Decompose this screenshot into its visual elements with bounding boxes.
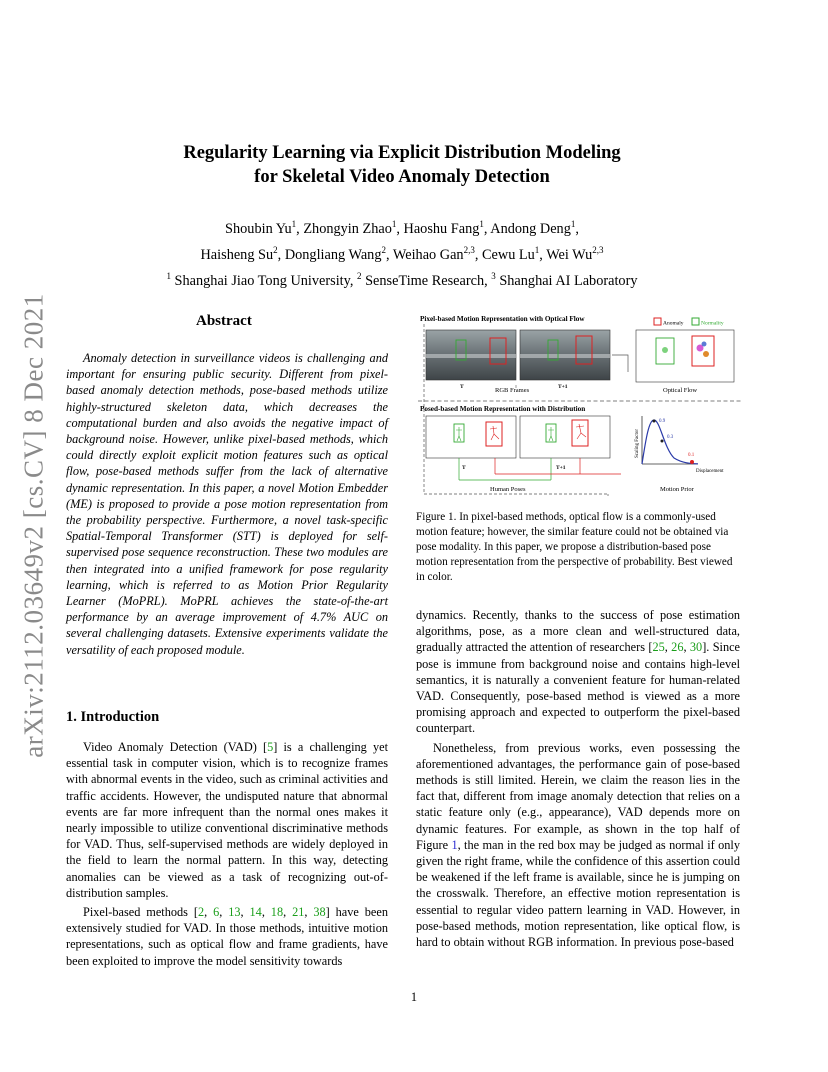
citation-link[interactable]: 14 bbox=[249, 905, 262, 920]
right-p1-text: , bbox=[664, 640, 672, 655]
figure-top-title: Pixel-based Motion Representation with Optical Flow bbox=[420, 315, 585, 323]
pose-frame-t bbox=[426, 416, 516, 458]
scaling-factor-label: Scaling Factor bbox=[635, 428, 640, 458]
author-affiliation-mark: 2,3 bbox=[592, 244, 604, 255]
citation-link[interactable]: 25 bbox=[652, 640, 665, 655]
section-heading-introduction: 1. Introduction bbox=[66, 709, 160, 725]
author-affiliation-mark: 1 bbox=[291, 219, 297, 229]
figure-1 bbox=[416, 308, 742, 502]
introduction-body bbox=[66, 739, 388, 972]
paper-title bbox=[110, 141, 694, 189]
affiliation-name: Shanghai AI Laboratory bbox=[495, 272, 638, 289]
displacement-label: Displacement bbox=[696, 469, 724, 474]
right-p1-text: ]. Since pose is immune from background noise and contains high-level semantics, it is naturally a convenient feature for human-related VAD. Consequently, pose-based method is viewed as a more promising approach and expected to outperform the pixel-based counterpart. bbox=[416, 640, 741, 736]
author-separator: , bbox=[474, 246, 482, 263]
label-t-bottom: T bbox=[462, 465, 466, 471]
intro-paragraph-2 bbox=[66, 904, 388, 969]
intro-p1-text: Video Anomaly Detection (VAD) [ bbox=[83, 740, 268, 754]
author-line-2 bbox=[110, 240, 694, 266]
title-line-2: for Skeletal Video Anomaly Detection bbox=[254, 167, 550, 187]
author-name: Haisheng Su bbox=[200, 246, 274, 263]
intro-p2-text: ] have been extensively studied for VAD. In those methods, intuitive motion representations, such as optical flow and frame gradients, have been exploited to improve the model sensitivity towards bbox=[66, 905, 388, 968]
pose-frame-t1 bbox=[520, 416, 610, 458]
legend-normality-swatch bbox=[692, 318, 699, 325]
author-name: Wei Wu bbox=[546, 246, 593, 263]
affiliation-name: SenseTime Research, bbox=[361, 272, 492, 289]
citation-link[interactable]: 2 bbox=[197, 905, 205, 920]
author-separator: , bbox=[385, 246, 393, 263]
affiliations bbox=[110, 266, 694, 292]
intro-p2-text: , bbox=[261, 905, 271, 920]
author-separator: , bbox=[296, 220, 304, 237]
intro-p1-text: ] is a challenging yet essential task in computer vision, which is to recognize frames with abnormal events in the video, such as criminal activities and traffic accidents. However, the undisputed nature that abnormal events are far more infrequent than the normal ones makes it nearly impossible to utilize conventional discriminative methods for VAD. Thus, self-supervised methods are widely deployed in the field to learn the normal pattern. In this way, detecting anomalies can be viewed as a task of recognizing out-of-distribution samples. bbox=[66, 740, 388, 900]
author-affiliation-mark: 2,3 bbox=[463, 244, 475, 255]
optical-flow-panel bbox=[636, 330, 734, 382]
author-name: Weihao Gan bbox=[392, 246, 464, 263]
intro-paragraph-1 bbox=[66, 739, 388, 901]
rgb-frame-t bbox=[426, 330, 516, 380]
author-affiliation-mark: 1 bbox=[570, 219, 576, 229]
rgb-frame-t1 bbox=[520, 330, 610, 380]
citation-link[interactable]: 13 bbox=[228, 905, 241, 920]
legend-anomaly-label: Anomaly bbox=[663, 320, 684, 327]
citation-link[interactable]: 5 bbox=[267, 740, 274, 754]
citation-link[interactable]: 21 bbox=[292, 905, 305, 920]
human-poses-label: Human Poses bbox=[490, 486, 526, 493]
author-name: Dongliang Wang bbox=[284, 246, 382, 263]
optical-flow-label: Optical Flow bbox=[663, 387, 698, 394]
intro-p2-text: , bbox=[240, 905, 250, 920]
value-0-9: 0.9 bbox=[659, 419, 666, 424]
citation-link[interactable]: 38 bbox=[313, 905, 326, 920]
abstract-text: Anomaly detection in surveillance videos is challenging and important for ensuring public security. Different from pixel-based anomaly detection methods, pose-based methods utilize highly-structured skeleton data, which decreases the computational burden and also avoids the negative impact of background noise. However, unlike pixel-based methods, which could directly exploit explicit motion features such as optical flow, pose-based methods suffer from the lack of alternative dynamic representation. In this paper, a novel Motion Embedder (ME) is proposed to provide a pose motion representation from the probability perspective. Furthermore, a novel task-specific Spatial-Temporal Transformer (STT) is deployed for self-supervised pose sequence reconstruction. These two modules are then integrated into a unified framework for pose regularity learning, which is referred to as Motion Prior Regularity Learner (MoPRL). MoPRL achieves the state-of-the-art performance by an average improvement of 4.7% AUC on several challenging datasets. Extensive experiments validate the versatility of each proposed module. bbox=[66, 351, 388, 657]
author-separator: , bbox=[539, 246, 547, 263]
affiliation-name: Shanghai Jiao Tong University, bbox=[170, 272, 358, 289]
right-p1-text: dynamics. Recently, thanks to the success of pose estimation algorithms, pose, as a more clean and well-structured data, gradually attracted the attention of researchers [ bbox=[416, 608, 740, 655]
arxiv-id-text: arXiv:2112.03649v2 [cs.CV] 8 Dec 2021 bbox=[18, 292, 49, 758]
rgb-frames-label: RGB Frames bbox=[495, 387, 530, 394]
abstract-heading: Abstract bbox=[196, 313, 252, 329]
citation-link[interactable]: 26 bbox=[671, 640, 684, 655]
right-p2-text: , the man in the red box may be judged as normal if only given the right frame, while the confidence of this assertion could be weakened if the left frame is available, since he is jumping on the crosswalk. Therefore, an effective motion representation is essential to regular video pattern learning in VAD. However, in pose-based methods, motion representation, like optical flow, is hard to obtain without RGB information. In previous pose-based bbox=[416, 837, 740, 950]
affiliation-mark: 3 bbox=[491, 270, 496, 281]
value-0-3: 0.3 bbox=[667, 435, 674, 440]
intro-p2-text: Pixel-based methods [ bbox=[83, 905, 198, 920]
citation-link[interactable]: 30 bbox=[689, 640, 703, 655]
citation-link[interactable]: 18 bbox=[270, 905, 284, 920]
intro-p2-text: , bbox=[204, 905, 214, 920]
abstract-body bbox=[66, 350, 388, 658]
title-line-1: Regularity Learning via Explicit Distribution Modeling bbox=[183, 143, 621, 163]
right-p1-text: , bbox=[683, 640, 690, 655]
right-p2-text: Nonetheless, from previous works, even possessing the aforementioned advantages, the performance gain of pose-based methods is still limited. Herein, we claim the reason lies in the fact that, different from image anomaly detection that relies on a static feature only (e.g., appearance), VAD depends more on dynamic features. For example, as shown in the top half of Figure bbox=[416, 740, 740, 852]
legend-normality-label: Normality bbox=[701, 320, 724, 327]
label-t-top: T bbox=[460, 384, 464, 390]
author-separator: , bbox=[483, 220, 491, 237]
label-t1-top: T+1 bbox=[558, 384, 568, 390]
affiliation-mark: 2 bbox=[357, 270, 362, 281]
page-number: 1 bbox=[410, 990, 418, 1004]
author-name: Zhongyin Zhao bbox=[303, 220, 392, 237]
figure-1-caption: Figure 1. In pixel-based methods, optical flow is a commonly-used motion feature; however, the similar feature could not be obtained via pose modality. In this paper, we propose a distribution-based pose motion representation from the perspective of probability. Best viewed in color. bbox=[416, 511, 733, 583]
intro-p2-text: , bbox=[304, 905, 314, 920]
author-name: Cewu Lu bbox=[481, 246, 535, 263]
legend-anomaly-swatch bbox=[654, 318, 661, 325]
author-line-1 bbox=[110, 214, 694, 240]
author-block bbox=[110, 214, 694, 291]
author-affiliation-mark: 2 bbox=[381, 244, 386, 255]
author-separator: , bbox=[396, 220, 404, 237]
figure-bottom-title: Posed-based Motion Representation with Distribution bbox=[420, 405, 586, 413]
author-name: Andong Deng bbox=[490, 220, 571, 237]
right-paragraph-1 bbox=[416, 607, 740, 737]
arxiv-identifier bbox=[14, 290, 54, 760]
author-separator: , bbox=[277, 246, 285, 263]
author-separator: , bbox=[575, 220, 579, 237]
right-paragraph-2 bbox=[416, 740, 740, 951]
author-name: Shoubin Yu bbox=[225, 220, 292, 237]
affiliation-mark: 1 bbox=[166, 270, 171, 281]
label-t1-bottom: T+1 bbox=[556, 465, 566, 471]
intro-p2-text: , bbox=[283, 905, 293, 920]
author-affiliation-mark: 2 bbox=[273, 244, 278, 255]
author-affiliation-mark: 1 bbox=[479, 219, 484, 229]
author-affiliation-mark: 1 bbox=[534, 244, 540, 255]
figure-reference-link[interactable]: 1 bbox=[451, 837, 458, 852]
author-affiliation-mark: 1 bbox=[391, 219, 397, 229]
citation-link[interactable]: 6 bbox=[213, 905, 220, 920]
author-name: Haoshu Fang bbox=[403, 220, 480, 237]
right-column-body bbox=[416, 607, 740, 953]
intro-p2-text: , bbox=[219, 905, 229, 920]
value-0-1: 0.1 bbox=[688, 453, 695, 458]
motion-prior-label: Motion Prior bbox=[660, 486, 694, 493]
